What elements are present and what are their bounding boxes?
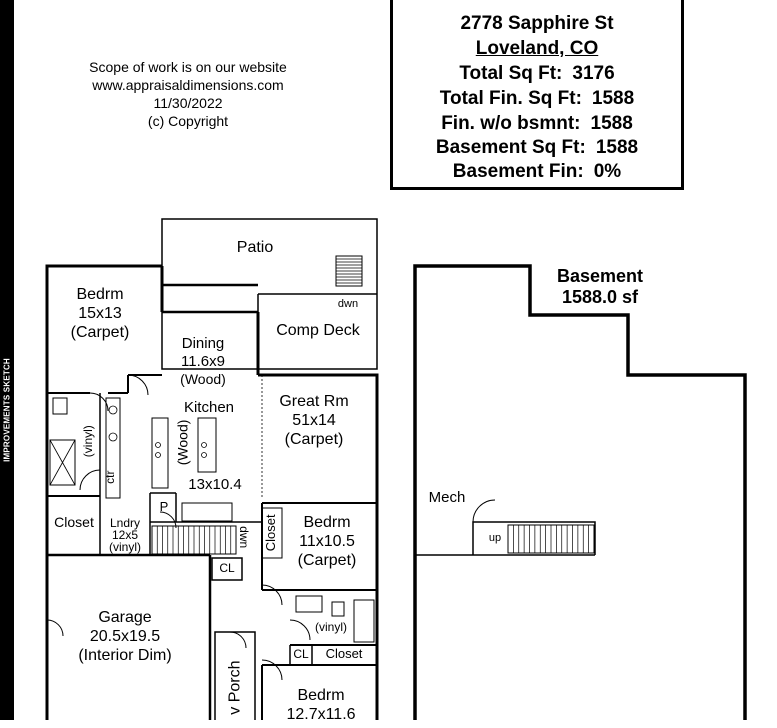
door-swing-5	[262, 585, 282, 605]
date-line: 11/30/2022	[153, 95, 223, 111]
basement-sqft-label: Basement Sq Ft:	[435, 137, 586, 158]
island-sink-1	[202, 443, 207, 448]
door-swing-3	[80, 470, 100, 490]
closet-vertical-label: Closet	[263, 514, 279, 552]
bath-vinyl: (vinyl)	[80, 425, 95, 458]
mech-label: Mech	[428, 489, 466, 506]
door-swing-7	[262, 660, 282, 680]
sink-2	[109, 433, 117, 441]
closet1-label: Closet	[54, 514, 94, 530]
dining-label	[163, 335, 243, 388]
patio-dwn-label: dwn	[337, 298, 359, 310]
island-sink-2	[202, 453, 207, 458]
laundry-floor: (vinyl)	[109, 540, 141, 554]
bedroom3-name: Bedrm	[297, 687, 345, 704]
finished-sqft-label: Total Fin. Sq Ft:	[439, 88, 582, 109]
pantry-label: P	[159, 499, 169, 514]
mech-door-swing	[473, 500, 495, 522]
cl2-label: CL	[293, 647, 309, 661]
kitchen-floor: (Wood)	[174, 419, 191, 466]
basement-area: 1588.0 sf	[561, 286, 639, 307]
fin-wo-basement-value: 1588	[590, 113, 633, 134]
city-state: Loveland, CO	[475, 38, 599, 59]
dining-floor: (Wood)	[180, 371, 226, 387]
basement-up-label: up	[488, 532, 502, 544]
bathtub	[354, 600, 374, 642]
basement-title: Basement	[556, 266, 644, 286]
bedroom1-name: Bedrm	[76, 286, 124, 303]
laundry-name: Lndry	[109, 516, 141, 530]
great-room-name: Great Rm	[279, 393, 349, 410]
bedroom3-label	[276, 686, 366, 724]
main-stairs	[157, 526, 231, 554]
closet2-label: Closet	[325, 646, 363, 661]
basement-fin-label: Basement Fin:	[452, 161, 584, 182]
ctr-label: ctr	[102, 470, 117, 484]
bedroom1-size: 15x13	[78, 305, 122, 323]
bedroom1-label	[50, 285, 150, 343]
bath2-vinyl: (vinyl)	[315, 620, 347, 634]
toilet	[53, 398, 67, 414]
patio-label: Patio	[236, 239, 274, 256]
cl1-label: CL	[219, 561, 235, 575]
kitchen-island	[198, 418, 216, 472]
laundry-counter	[182, 503, 232, 521]
comp-deck-label: Comp Deck	[276, 322, 360, 339]
stairs-dwn-label: dwn	[237, 526, 252, 549]
kitchen-size: 13x10.4	[188, 476, 242, 493]
great-room-size: 51x14	[292, 412, 336, 430]
garage-size: 20.5x19.5	[89, 628, 161, 646]
bedroom2-floor: (Carpet)	[297, 552, 357, 570]
total-sqft-label: Total Sq Ft:	[459, 63, 563, 84]
basement-stairs	[513, 525, 588, 553]
door-swing-6	[290, 620, 310, 640]
kitchen-name: Kitchen	[183, 399, 235, 416]
door-swing-8	[230, 632, 246, 648]
dining-name: Dining	[181, 335, 225, 352]
patio-stairs	[336, 259, 362, 283]
great-room-floor: (Carpet)	[284, 431, 344, 449]
door-swing-1	[90, 393, 108, 411]
website-line: www.appraisaldimensions.com	[92, 77, 284, 93]
fin-wo-basement-label: Fin. w/o bsmnt:	[441, 113, 581, 134]
sink-1	[109, 406, 117, 414]
basement-label	[530, 266, 670, 307]
total-sqft-value: 3176	[572, 63, 615, 84]
door-swing-2	[128, 375, 148, 395]
great-room-label	[262, 392, 366, 450]
scope-line: Scope of work is on our website	[89, 59, 287, 75]
laundry-size: 12x5	[111, 528, 139, 542]
burner-2	[156, 453, 161, 458]
dining-size: 11.6x9	[181, 353, 225, 370]
copyright-line: (c) Copyright	[147, 113, 229, 129]
basement-sqft-value: 1588	[595, 137, 639, 158]
finished-sqft-value: 1588	[591, 88, 635, 109]
bedroom1-floor: (Carpet)	[70, 324, 130, 342]
bedroom2-label	[284, 513, 370, 571]
street-address: 2778 Sapphire St	[460, 13, 614, 34]
bath2-toilet	[332, 602, 344, 616]
bedroom2-name: Bedrm	[303, 514, 351, 531]
garage-name: Garage	[98, 609, 152, 626]
basement-fin-value: 0%	[593, 161, 622, 182]
laundry-label	[102, 517, 148, 553]
bath2-vanity	[296, 596, 322, 612]
bedroom2-size: 11x10.5	[299, 533, 355, 551]
porch-label: v Porch	[226, 660, 244, 715]
sidebar-label: IMPROVEMENTS SKETCH	[2, 358, 12, 462]
garage-floor: (Interior Dim)	[78, 647, 172, 665]
bedroom3-size: 12.7x11.6	[286, 706, 356, 724]
garage-label	[60, 608, 190, 666]
burner-1	[156, 443, 161, 448]
